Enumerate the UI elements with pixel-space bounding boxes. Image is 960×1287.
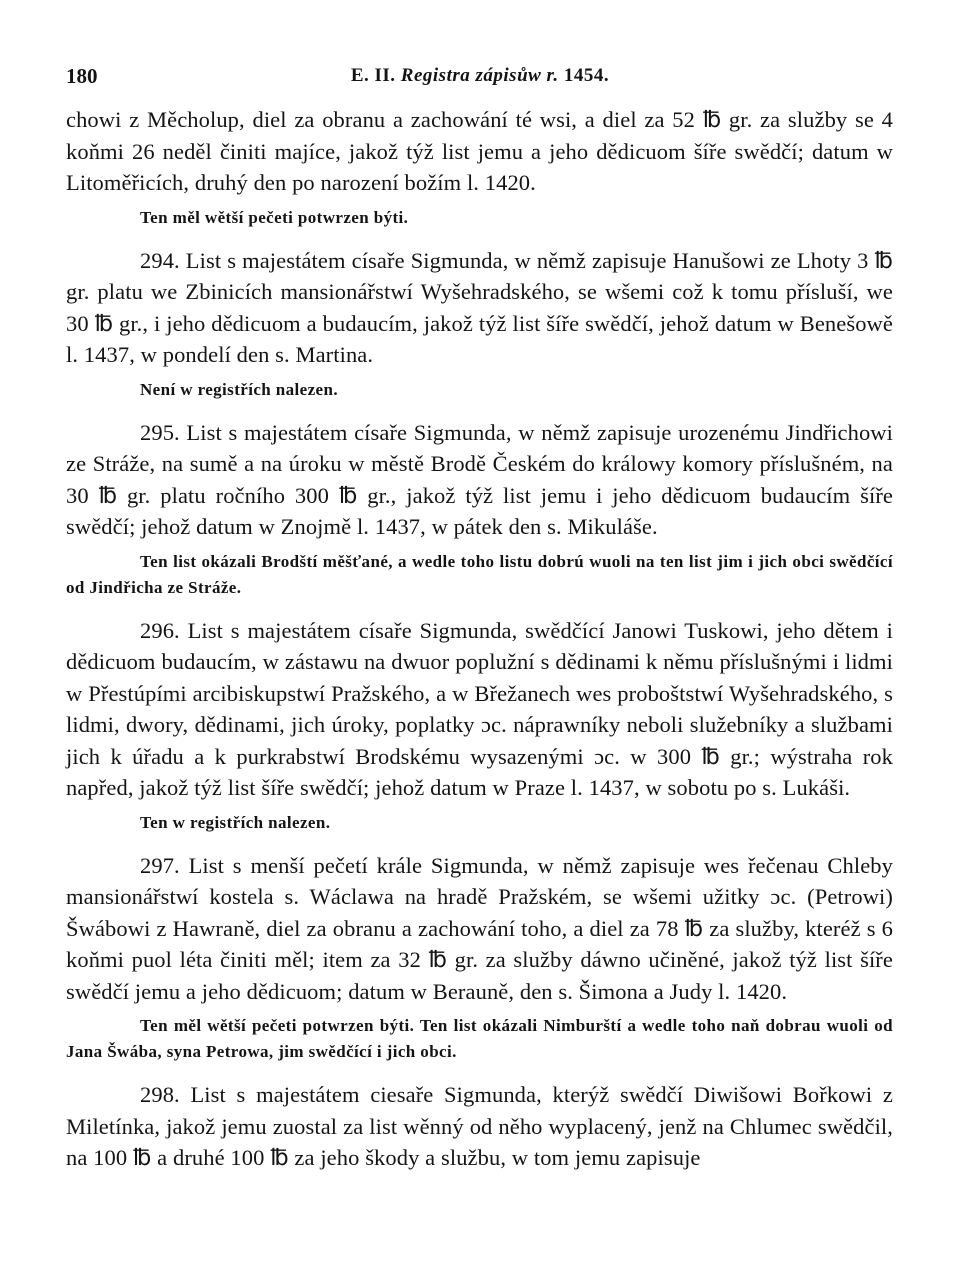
entry-note: Ten w registřích nalezen. (140, 812, 331, 832)
entry-294: 294. List s majestátem císaře Sigmunda, w němž zapisuje Hanušowi ze Lhoty 3 ℔ gr. platu we Zbinicích mansionářstwí Wyšehradského, se wšemi což k tomu přísluší, we 30 ℔ gr., i jeho dědicuom a budaucím, jakož týž list šíře swědčí, jehož datum w Benešowě l. 1437, w pondelí den s. Martina. (66, 247, 893, 367)
entry-297: 297. List s menší pečetí krále Sigmunda, w němž zapisuje wes řečenau Chleby mansionářstwí kostela s. Wáclawa na hradě Pražském, se wšemi užitky ɔc. (Petrowi) Šwábowi z Hawraně, diel za obranu a zachowání toho, a diel za 78 ℔ za služby, kteréž s 6 koňmi puol léta činiti měl; item za 32 ℔ gr. za služby dáwno učiněné, jakož týž list šíře swědčí jemu a jeho dědicuom; datum w Berauně, den s. Šimona a Judy l. 1420. (66, 852, 893, 1004)
page-body (66, 104, 893, 1174)
entry-continuation: chowi z Měcholup, diel za obranu a zachowání té wsi, a diel za 52 ℔ gr. za služby se 4 koňmi 26 neděl činiti majíce, jakož týž list jemu a jeho dědicuom šíře swědčí; datum w Litoměřicích, druhý den po narození božím l. 1420. (66, 107, 893, 195)
entry-296: 296. List s majestátem císaře Sigmunda, swědčící Janowi Tuskowi, jeho dětem i dědicuom budaucím, w zástawu na dwuor poplužní s dědinami k němu příslušnými i lidmi w Přestúpími arcibiskupstwí Pražského, a w Břežanech wes proboštstwí Wyšehradského, s lidmi, dwory, dědinami, jich úroky, poplatky ɔc. náprawníky neboli služebníky a službami jich k úřadu a k purkrabstwí Brodskému wysazenými ɔc. w 300 ℔ gr.; wýstraha rok napřed, jakož týž list šíře swědčí; jehož datum w Praze l. 1437, w sobotu po s. Lukáši. (66, 617, 893, 800)
page-number: 180 (66, 64, 98, 88)
running-prefix: E. II. (350, 65, 396, 86)
running-year: 1454. (563, 65, 610, 86)
entry-note: Ten měl wětší pečeti potwrzen býti. Ten list okázali Nimburští a wedle toho naň dobrau wuoli od Jana Šwába, syna Petrowa, jim swědčící i jich obci. (66, 1016, 893, 1061)
entry-295: 295. List s majestátem císaře Sigmunda, w němž zapisuje urozenému Jindřichowi ze Stráže, na sumě a na úroku w městě Brodě Českém do králowy komory příslušném, na 30 ℔ gr. platu ročního 300 ℔ gr., jakož týž list jemu i jeho dědicuom budaucím šíře swědčí; jehož datum w Znojmě l. 1437, w pátek den s. Mikuláše. (66, 419, 893, 539)
entry-note: Ten měl wětší pečeti potwrzen býti. (140, 207, 409, 227)
entry-note: Ten list okázali Brodští měšťané, a wedle toho listu dobrú wuoli na ten list jim i jich obci swědčící od Jindřicha ze Stráže. (66, 551, 893, 597)
running-head (66, 65, 894, 87)
entry-note: Není w registřích nalezen. (140, 379, 338, 399)
page-header (66, 64, 894, 94)
entry-298: 298. List s majestátem ciesaře Sigmunda, kterýž swědčí Diwišowi Bořkowi z Miletínka, jakož jemu zuostal za list wěnný od něho wyplacený, jenž na Chlumec swědčil, na 100 ℔ a druhé 100 ℔ za jeho škody a službu, w tom jemu zapisuje (66, 1082, 893, 1170)
running-title: Registra zápisůw r. (400, 65, 559, 86)
